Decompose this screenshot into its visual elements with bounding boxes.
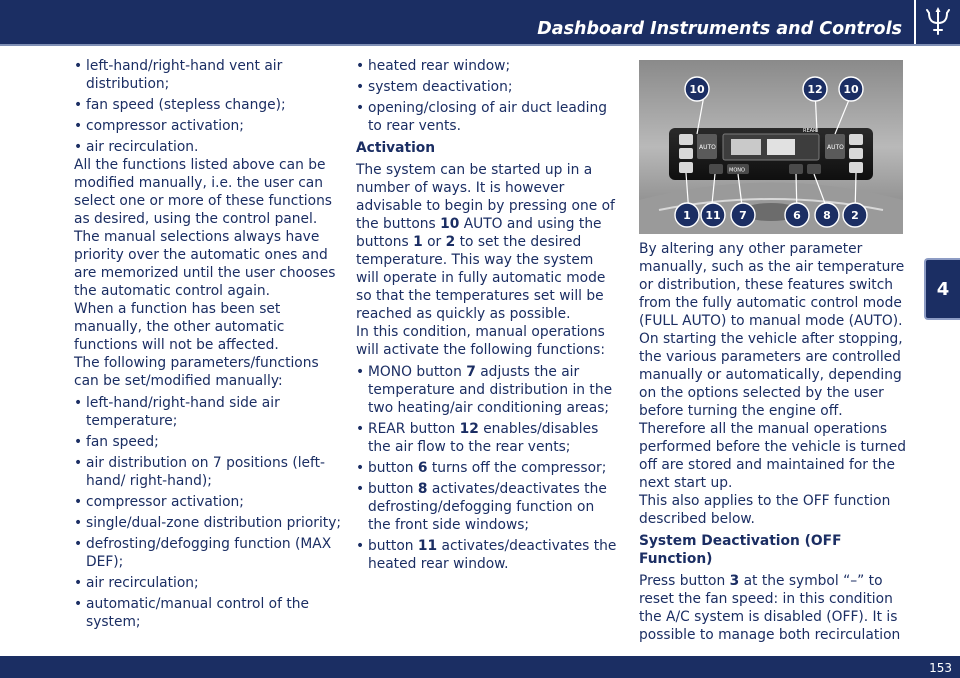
text: enables/disables the air flow to the rear vents;	[368, 421, 599, 455]
paragraph: This also applies to the OFF function described below.	[639, 493, 891, 527]
list-item	[356, 537, 620, 573]
column-3	[639, 240, 909, 644]
list-item	[356, 480, 620, 534]
text: The system can be started up in a number of ways. It is however advisable to begin by pressing one of the buttons	[356, 162, 615, 232]
header-divider	[0, 44, 960, 46]
text: MONO button	[368, 364, 467, 380]
button-ref: 1	[413, 234, 423, 250]
list-item	[356, 459, 620, 477]
list-item: • fan speed (stepless change);	[74, 96, 344, 114]
text: AUTO and using the buttons	[356, 216, 602, 250]
function-list	[356, 57, 620, 135]
paragraph: The following parameters/functions can be set/modified manually:	[74, 355, 319, 389]
paragraph	[356, 161, 620, 323]
paragraph	[639, 572, 909, 644]
text: turns off the compressor;	[427, 460, 607, 476]
text: to set the desired temperature. This way the system will operate in fully automatic mode so that the temperatures set will be reached as quickly as possible.	[356, 234, 606, 322]
callout-10-right	[839, 77, 863, 101]
climate-panel-figure	[639, 60, 903, 234]
list-item: • air recirculation.	[74, 138, 344, 156]
auto-button[interactable]	[679, 148, 693, 159]
list-item: • left-hand/right-hand side air temperature;	[74, 394, 344, 430]
text: button	[368, 538, 418, 554]
button-ref: 8	[417, 481, 428, 497]
panel-label: AUTO	[827, 144, 844, 151]
column-1	[74, 57, 344, 634]
header-bar	[0, 0, 960, 44]
panel-label: AUTO	[699, 144, 716, 151]
paragraph: When a function has been set manually, the other automatic functions will not be affected.	[74, 301, 285, 353]
page-number: 153	[929, 661, 952, 675]
section-heading: Activation	[356, 140, 436, 156]
paragraph: All the functions listed above can be modified manually, i.e. the user can select one or more of these functions as desired, using the control panel. The manual selections always have priority over the automatic ones and are memorized until the user chooses the automatic control again.	[74, 157, 336, 299]
callout-label: 10	[843, 83, 859, 96]
footer-bar	[0, 656, 960, 678]
list-item	[356, 420, 620, 456]
auto-button[interactable]	[849, 148, 863, 159]
section-heading: System Deactivation (OFF Function)	[639, 533, 842, 567]
button-ref: 11	[417, 538, 438, 554]
callout-label: 6	[793, 209, 801, 222]
chapter-tab[interactable]: 4	[924, 258, 960, 320]
paragraph: By altering any other parameter manually, such as the air temperature or distribution, these features switch from the fully automatic control mode (FULL AUTO) to manual mode (AUTO). On starting the vehicle after stopping, the various parameters are controlled manually or automatically, depending on the options selected by the user before turning the engine off. Therefore all the manual operations performed before the vehicle is turned off are stored and maintained for the next start up.	[639, 241, 907, 491]
list-item: • fan speed;	[74, 433, 344, 451]
list-item: • air recirculation;	[74, 574, 344, 592]
callout-label: 8	[823, 209, 831, 222]
text: activates/deactivates the defrosting/defogging function on the front side windows;	[368, 481, 607, 533]
callout-7	[731, 203, 755, 227]
manual-parameters-list	[74, 394, 344, 631]
callout-12	[803, 77, 827, 101]
list-item: • left-hand/right-hand vent air distribution;	[74, 57, 344, 93]
display-screen	[731, 139, 761, 155]
list-item: • air distribution on 7 positions (left-hand/ right-hand);	[74, 454, 344, 490]
panel-label: REAR	[803, 128, 817, 134]
compressor-button[interactable]	[789, 164, 803, 174]
list-item: • heated rear window;	[356, 57, 620, 75]
list-item: • opening/closing of air duct leading to rear vents.	[356, 99, 620, 135]
button-ref: 3	[729, 573, 740, 589]
callout-10-left	[685, 77, 709, 101]
list-item: • defrosting/defogging function (MAX DEF);	[74, 535, 344, 571]
temp-down-button[interactable]	[849, 162, 863, 173]
display-screen	[767, 139, 795, 155]
callout-label: 2	[851, 209, 859, 222]
manual-operations-list	[356, 363, 620, 573]
callout-label: 7	[739, 209, 747, 222]
list-item: • automatic/manual control of the system;	[74, 595, 344, 631]
function-list	[74, 57, 344, 156]
button-ref: 7	[466, 364, 476, 380]
page-title: Dashboard Instruments and Controls	[537, 19, 902, 39]
panel-label: MONO	[729, 167, 745, 174]
callout-11	[701, 203, 725, 227]
column-2	[356, 57, 620, 576]
climate-panel-illustration	[639, 60, 903, 234]
text: button	[368, 481, 418, 497]
temp-down-button[interactable]	[679, 162, 693, 173]
text: or	[422, 234, 446, 250]
callout-6	[785, 203, 809, 227]
button-ref: 10	[440, 216, 460, 232]
callout-2	[843, 203, 867, 227]
list-item: • system deactivation;	[356, 78, 620, 96]
callout-1	[675, 203, 699, 227]
callout-8	[815, 203, 839, 227]
text: Press button	[639, 573, 730, 589]
text: activates/deactivates the heated rear window.	[368, 538, 617, 572]
text: button	[368, 460, 418, 476]
text: REAR button	[368, 421, 460, 437]
callout-label: 10	[689, 83, 705, 96]
button-ref: 6	[417, 460, 428, 476]
list-item: • compressor activation;	[74, 117, 344, 135]
list-item	[356, 363, 620, 417]
list-item: • single/dual-zone distribution priority;	[74, 514, 344, 532]
temp-up-button[interactable]	[679, 134, 693, 145]
button-ref: 12	[459, 421, 479, 437]
callout-label: 11	[705, 209, 721, 222]
list-item: • compressor activation;	[74, 493, 344, 511]
paragraph: In this condition, manual operations will activate the following functions:	[356, 324, 605, 358]
rear-window-button[interactable]	[709, 164, 723, 174]
callout-label: 12	[807, 83, 823, 96]
defrost-button[interactable]	[807, 164, 821, 174]
trident-icon	[925, 7, 951, 37]
temp-up-button[interactable]	[849, 134, 863, 145]
text: adjusts the air temperature and distribution in the two heating/air conditioning areas;	[368, 364, 613, 416]
button-ref: 2	[445, 234, 456, 250]
callout-label: 1	[683, 209, 691, 222]
logo	[914, 0, 960, 44]
text: at the symbol “–” to reset the fan speed: in this condition the A/C system is disabled (OFF). It is possible to manage both recirculation	[639, 573, 901, 643]
